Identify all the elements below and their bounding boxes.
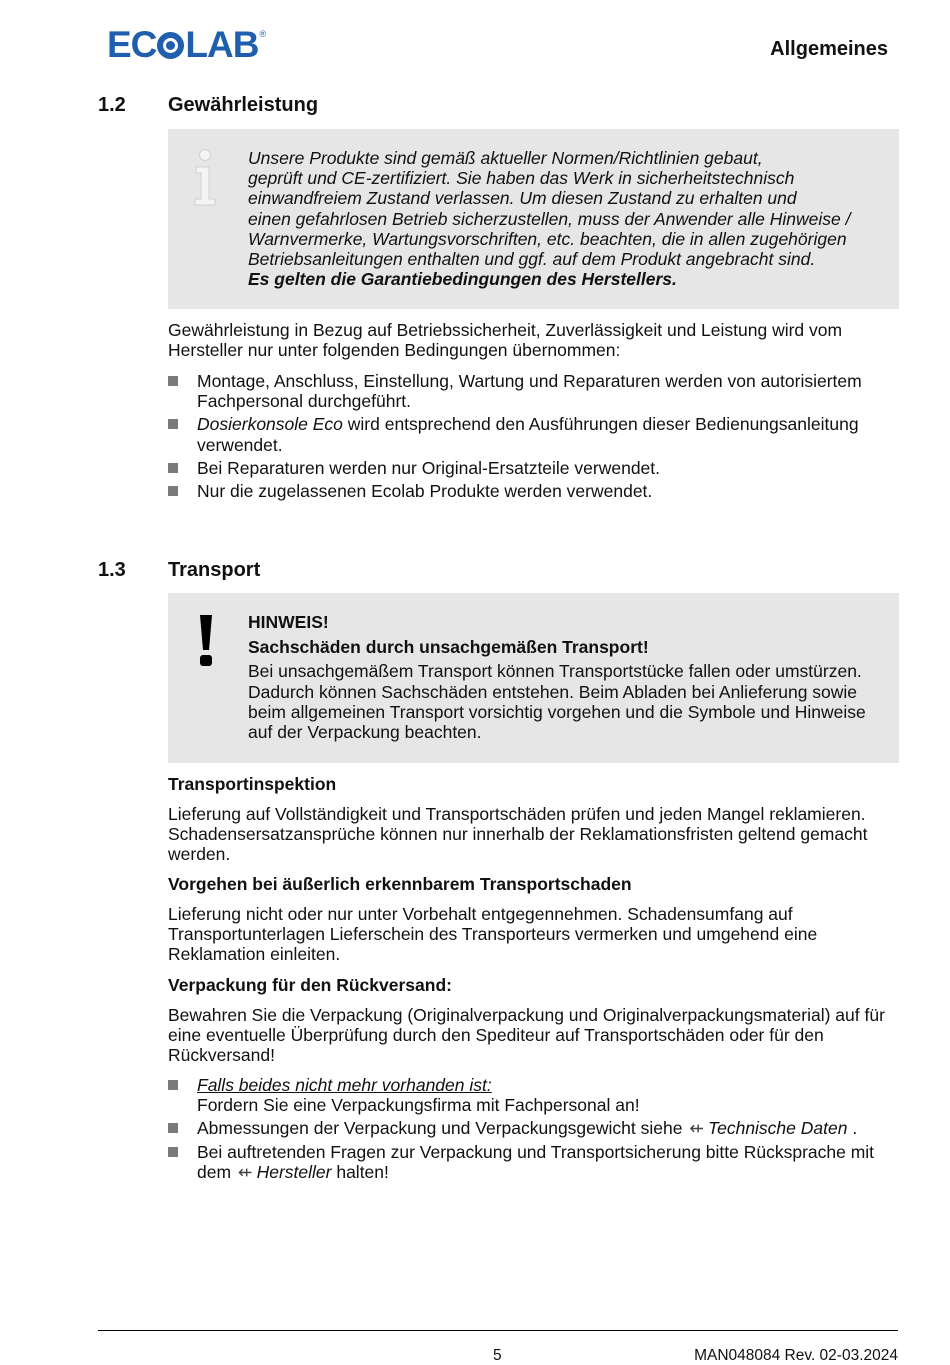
link-hersteller[interactable]: Hersteller [256, 1161, 332, 1182]
list-item [168, 1118, 900, 1138]
cross-reference-arrow-icon: ⇷ [237, 1161, 253, 1182]
logo-registered-mark: ® [259, 29, 266, 39]
logo-ring-icon [157, 32, 184, 59]
section-heading-gewaehrleistung [98, 94, 318, 117]
packaging-text: Bewahren Sie die Verpackung (Originalverpackung und Originalverpackungsmaterial) auf für eine eventuelle Überprüfung durch den Spediteur auf Transportschäden oder für den Rückversand! [168, 1005, 885, 1066]
section-heading-transport [98, 559, 260, 582]
info-icon [190, 149, 220, 207]
list-item [168, 481, 900, 501]
info-line: geprüft und CE-zertifiziert. Sie haben das Werk in sicherheitstechnisch [248, 168, 795, 189]
product-name: Dosierkonsole Eco [197, 414, 343, 435]
list-item [168, 371, 900, 411]
notice-body: Bei unsachgemäßem Transport können Transportstücke fallen oder umstürzen. Dadurch können Sachschäden entstehen. Beim Abladen bei Anlieferung sowie beim allgemeinen Transport vorsichtig vorgehen und die Symbole und Hinweise auf der Verpackung beachten. [248, 661, 866, 743]
list-item-text: Bei auftretenden Fragen zur Verpackung und Transportsicherung bitte Rücksprache mit dem [197, 1141, 875, 1182]
list-item [168, 1142, 900, 1182]
list-item-end: halten! [331, 1161, 389, 1182]
inspection-text: Lieferung auf Vollständigkeit und Transportschäden prüfen und jeden Mangel reklamieren. Schadensersatzansprüche können nur innerhalb der Reklamationsfristen geltend gemacht werden. [168, 804, 868, 865]
ecolab-logo [107, 24, 266, 65]
section-title: Gewährleistung [168, 94, 319, 116]
list-item-text: Nur die zugelassenen Ecolab Produkte werden verwendet. [197, 481, 653, 502]
packaging-condition: Falls beides nicht mehr vorhanden ist: [197, 1075, 492, 1095]
logo-text-ec: EC [107, 24, 157, 65]
packaging-list [168, 1075, 900, 1185]
notice-headline: Sachschäden durch unsachgemäßen Transport! [248, 637, 649, 658]
info-box-text [248, 148, 879, 289]
list-item-end: . [847, 1118, 858, 1139]
section-number: 1.2 [98, 94, 126, 116]
footer-divider [98, 1330, 898, 1331]
notice-box-text [248, 612, 879, 742]
info-line: einwandfreiem Zustand verlassen. Um diesen Zustand zu erhalten und [248, 188, 797, 209]
logo-text-lab: LAB [185, 24, 259, 65]
info-line: Warnvermerke, Wartungsvorschriften, etc. beachten, die in allen zugehörigen [248, 228, 847, 249]
list-item-text: wird entsprechend den Ausführungen dieser Bedienungsanleitung verwendet. [197, 414, 859, 455]
list-item [168, 458, 900, 478]
header-chapter-title: Allgemeines [770, 38, 888, 60]
info-line: Unsere Produkte sind gemäß aktueller Normen/Richtlinien gebaut, [248, 148, 763, 168]
link-technische-daten[interactable]: Technische Daten [708, 1118, 848, 1139]
exclamation-icon [198, 613, 214, 667]
notice-box [168, 593, 899, 763]
subheading-return-packaging: Verpackung für den Rückversand: [168, 975, 452, 995]
info-box [168, 129, 899, 309]
subheading-transportinspektion: Transportinspektion [168, 774, 337, 794]
document-id: MAN048084 Rev. 02-03.2024 [694, 1347, 898, 1364]
info-line: einen gefahrlosen Betrieb sicherzustellen, muss der Anwender alle Hinweise / [248, 208, 851, 229]
section-number: 1.3 [98, 559, 126, 581]
info-bold-line: Es gelten die Garantiebedingungen des Herstellers. [248, 269, 677, 290]
subheading-damage-procedure: Vorgehen bei äußerlich erkennbarem Transportschaden [168, 874, 632, 894]
section-title: Transport [168, 559, 261, 581]
warranty-conditions-list [168, 371, 900, 504]
info-line: Betriebsanleitungen enthalten und ggf. auf dem Produkt angebracht sind. [248, 249, 816, 270]
warranty-intro: Gewährleistung in Bezug auf Betriebssicherheit, Zuverlässigkeit und Leistung wird vom Hersteller nur unter folgenden Bedingungen übernommen: [168, 320, 843, 361]
cross-reference-arrow-icon: ⇷ [689, 1118, 705, 1139]
list-item-text: Fordern Sie eine Verpackungsfirma mit Fachpersonal an! [197, 1095, 640, 1116]
list-item-text: Abmessungen der Verpackung und Verpackungsgewicht siehe [197, 1118, 683, 1139]
page-number: 5 [493, 1347, 502, 1364]
list-item-text: Montage, Anschluss, Einstellung, Wartung und Reparaturen werden von autorisiertem Fachpersonal durchgeführt. [197, 371, 862, 412]
list-item-text: Bei Reparaturen werden nur Original-Ersatzteile verwendet. [197, 457, 661, 478]
damage-text: Lieferung nicht oder nur unter Vorbehalt entgegennehmen. Schadensumfang auf Transportunterlagen Lieferschein des Transporteurs vermerken und umgehend eine Reklamation einleiten. [168, 904, 818, 965]
notice-label: HINWEIS! [248, 612, 329, 632]
list-item [168, 414, 900, 454]
list-item [168, 1075, 900, 1115]
